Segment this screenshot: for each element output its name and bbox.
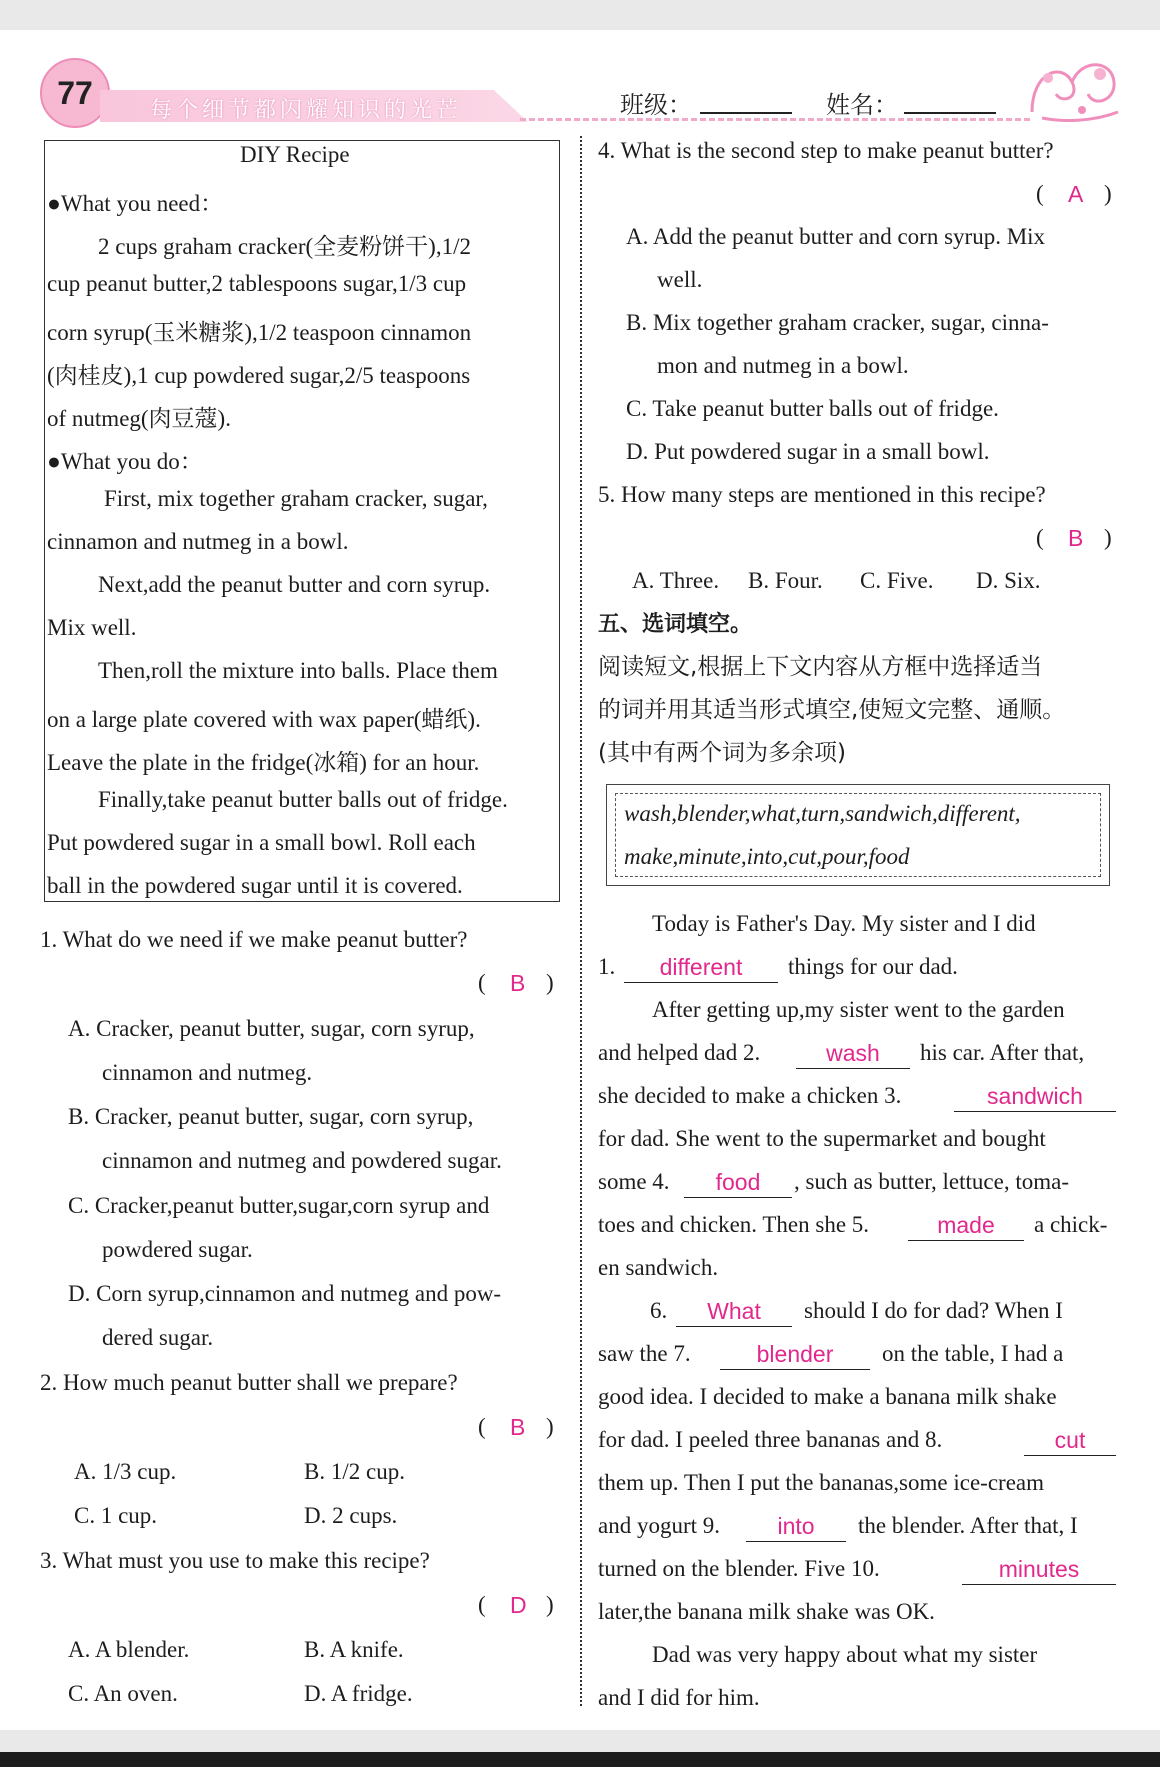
name-label: 姓名： (826, 91, 898, 119)
answer-paren-close: ) (1104, 181, 1112, 206)
header-dashed-line (520, 118, 1030, 121)
passage-line: his car. After that, (920, 1040, 1085, 1065)
answer-paren-close: ) (546, 1592, 554, 1617)
blank-7[interactable]: blender (720, 1339, 870, 1370)
option: A. 1/3 cup. (74, 1459, 177, 1484)
option: D. Six. (976, 568, 1041, 593)
option: C. Take peanut butter balls out of fridge. (626, 396, 999, 421)
passage-line: some 4. (598, 1169, 670, 1194)
option: dered sugar. (102, 1325, 214, 1350)
option: B. 1/2 cup. (304, 1459, 405, 1484)
passage-line: Dad was very happy about what my sister (652, 1642, 1038, 1667)
answer-q3[interactable]: D (510, 1592, 527, 1618)
column-divider (580, 136, 582, 1706)
answer-paren-open: ( (1036, 525, 1044, 550)
question-stem: 5. How many steps are mentioned in this recipe? (598, 482, 1046, 507)
do-line: Next,add the peanut butter and corn syrup. (98, 572, 491, 597)
do-line: Then,roll the mixture into balls. Place them (98, 658, 498, 683)
blank-4[interactable]: food (684, 1167, 792, 1198)
option: cinnamon and nutmeg. (102, 1060, 313, 1085)
passage-line: she decided to make a chicken 3. (598, 1083, 902, 1108)
need-line: cup peanut butter,2 tablespoons sugar,1/3 cup (47, 271, 467, 296)
passage-line: , such as butter, lettuce, toma- (794, 1169, 1069, 1194)
passage-line: for dad. I peeled three bananas and 8. (598, 1427, 943, 1452)
option: A. A blender. (68, 1637, 190, 1662)
option: C. Five. (860, 568, 934, 593)
passage-line: toes and chicken. Then she 5. (598, 1212, 870, 1237)
answer-q4[interactable]: A (1068, 181, 1084, 207)
passage-line: should I do for dad? When I (804, 1298, 1063, 1323)
instruction-line: 阅读短文,根据上下文内容从方框中选择适当 (598, 654, 1043, 680)
option: C. An oven. (68, 1681, 178, 1706)
page-number-badge: 77 (40, 58, 110, 128)
need-line: of nutmeg(肉豆蔻). (47, 406, 231, 431)
question-stem: 2. How much peanut butter shall we prepare? (40, 1370, 458, 1395)
answer-paren-open: ( (478, 1592, 486, 1617)
option: cinnamon and nutmeg and powdered sugar. (102, 1148, 502, 1173)
need-line: corn syrup(玉米糖浆),1/2 teaspoon cinnamon (47, 320, 472, 345)
answer-q5[interactable]: B (1068, 525, 1084, 551)
do-line: Leave the plate in the fridge(冰箱) for an hour. (47, 750, 480, 775)
passage-line: for dad. She went to the supermarket and bought (598, 1126, 1046, 1151)
passage-line: a chick- (1034, 1212, 1108, 1237)
blank-9[interactable]: into (746, 1511, 846, 1542)
instruction-line: (其中有两个词为多余项) (598, 740, 846, 766)
blank-5[interactable]: made (908, 1210, 1024, 1241)
passage-line: and helped dad 2. (598, 1040, 761, 1065)
header-slogan: 每个细节都闪耀知识的光芒 (150, 98, 463, 123)
option: C. 1 cup. (74, 1503, 158, 1528)
do-line: cinnamon and nutmeg in a bowl. (47, 529, 349, 554)
answer-q1[interactable]: B (510, 970, 526, 996)
option: D. A fridge. (304, 1681, 413, 1706)
option: B. Mix together graham cracker, sugar, cinna- (626, 310, 1049, 335)
do-line: Finally,take peanut butter balls out of fridge. (98, 787, 508, 812)
option: A. Cracker, peanut butter, sugar, corn syrup, (68, 1016, 475, 1041)
option: well. (657, 267, 703, 292)
option: mon and nutmeg in a bowl. (657, 353, 909, 378)
do-line: on a large plate covered with wax paper(蜡纸). (47, 707, 481, 732)
answer-paren-close: ) (546, 970, 554, 995)
answer-paren-open: ( (478, 1414, 486, 1439)
passage-line: turned on the blender. Five 10. (598, 1556, 880, 1581)
do-heading: ●What you do： (47, 449, 203, 474)
bottom-bar (0, 1752, 1160, 1767)
option: A. Add the peanut butter and corn syrup. Mix (626, 224, 1046, 249)
passage-line: After getting up,my sister went to the garden (652, 997, 1065, 1022)
option: D. 2 cups. (304, 1503, 398, 1528)
instruction-line: 的词并用其适当形式填空,使短文完整、通顺。 (598, 697, 1066, 723)
blank-8[interactable]: cut (1024, 1425, 1116, 1456)
class-label: 班级： (620, 91, 692, 119)
question-stem: 3. What must you use to make this recipe? (40, 1548, 430, 1573)
do-line: Mix well. (47, 615, 137, 640)
passage-line: them up. Then I put the bananas,some ice-cream (598, 1470, 1044, 1495)
recipe-title: DIY Recipe (240, 142, 350, 167)
do-line: ball in the powdered sugar until it is covered. (47, 873, 463, 898)
passage-line: saw the 7. (598, 1341, 691, 1366)
answer-paren-open: ( (1036, 181, 1044, 206)
blank-1[interactable]: different (624, 952, 778, 983)
passage-line: things for our dad. (788, 954, 958, 979)
need-line: (肉桂皮),1 cup powdered sugar,2/5 teaspoons (47, 363, 471, 388)
passage-line: on the table, I had a (882, 1341, 1064, 1366)
answer-paren-close: ) (1104, 525, 1112, 550)
blank-6[interactable]: What (676, 1296, 792, 1327)
passage-line: 6. (650, 1298, 668, 1323)
passage-line: later,the banana milk shake was OK. (598, 1599, 935, 1624)
answer-paren-close: ) (546, 1414, 554, 1439)
option: powdered sugar. (102, 1237, 253, 1262)
answer-paren-open: ( (478, 970, 486, 995)
word-bank-line: make,minute,into,cut,pour,food (624, 844, 910, 869)
option: D. Corn syrup,cinnamon and nutmeg and pow- (68, 1281, 502, 1306)
option: A. Three. (632, 568, 720, 593)
name-blank[interactable] (904, 112, 996, 114)
class-blank[interactable] (700, 112, 792, 114)
question-stem: 4. What is the second step to make peanut butter? (598, 138, 1054, 163)
option: D. Put powdered sugar in a small bowl. (626, 439, 990, 464)
passage-line: 1. (598, 954, 616, 979)
do-line: First, mix together graham cracker, sugar, (104, 486, 488, 511)
blank-2[interactable]: wash (796, 1038, 910, 1069)
passage-line: the blender. After that, I (858, 1513, 1078, 1538)
option: B. Cracker, peanut butter, sugar, corn syrup, (68, 1104, 474, 1129)
blank-10[interactable]: minutes (962, 1554, 1116, 1585)
option: C. Cracker,peanut butter,sugar,corn syrup and (68, 1193, 490, 1218)
passage-line: and I did for him. (598, 1685, 760, 1710)
answer-q2[interactable]: B (510, 1414, 526, 1440)
need-line: 2 cups graham cracker(全麦粉饼干),1/2 (98, 234, 471, 259)
do-line: Put powdered sugar in a small bowl. Roll each (47, 830, 476, 855)
option: B. A knife. (304, 1637, 404, 1662)
section-heading: 五、选词填空。 (598, 612, 753, 637)
blank-3[interactable]: sandwich (954, 1081, 1116, 1112)
word-bank-box (606, 784, 1110, 886)
word-bank-line: wash,blender,what,turn,sandwich,different, (624, 801, 1021, 826)
passage-line: good idea. I decided to make a banana milk shake (598, 1384, 1057, 1409)
floral-ornament-icon (1022, 52, 1124, 126)
need-heading: ●What you need： (47, 191, 224, 216)
passage-line: and yogurt 9. (598, 1513, 721, 1538)
passage-line: en sandwich. (598, 1255, 719, 1280)
passage-line: Today is Father's Day. My sister and I did (652, 911, 1036, 936)
question-stem: 1. What do we need if we make peanut butter? (40, 927, 468, 952)
option: B. Four. (748, 568, 823, 593)
